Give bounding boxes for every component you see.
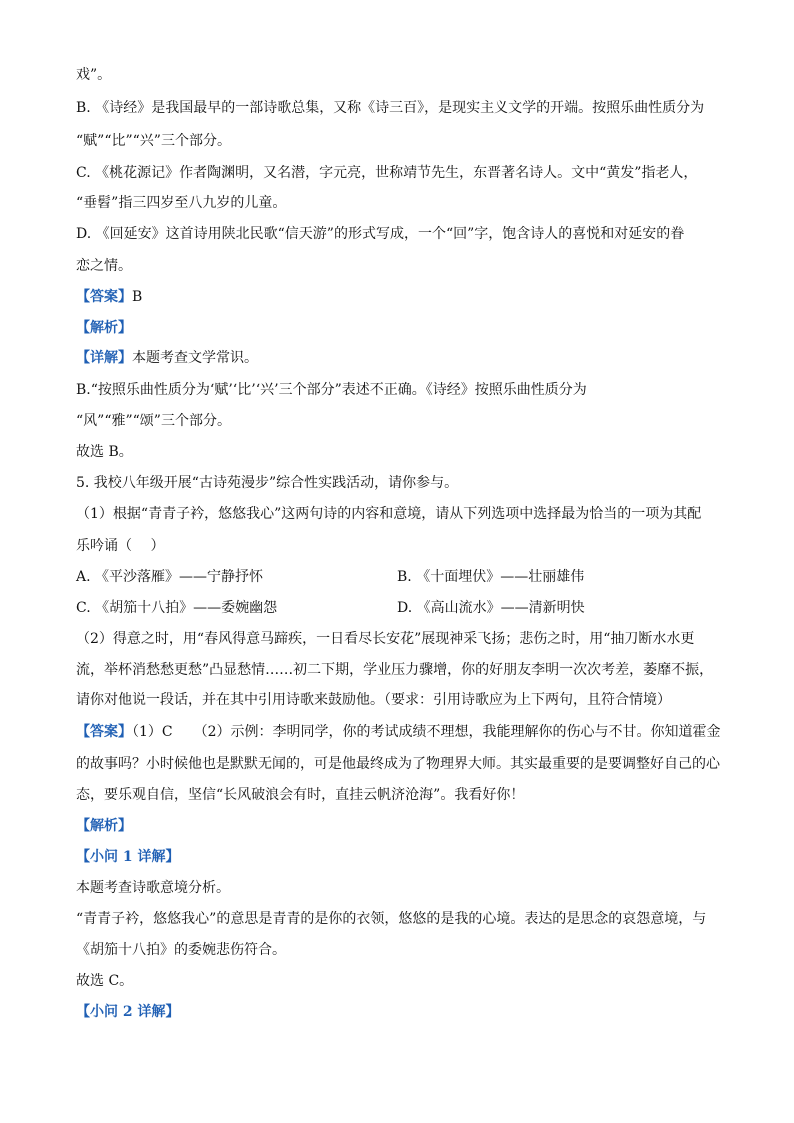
text-line: B. 《诗经》是我国最早的一部诗歌总集，又称《诗三百》，是现实主义文学的开端。按照乐曲性质分为 xyxy=(76,100,705,116)
subquestion-2-tag: 【小问 2 详解】 xyxy=(76,1004,180,1020)
detail-text: 本题考查文学常识。 xyxy=(132,350,258,366)
text-line: 故选 B。 xyxy=(76,444,133,460)
text-line: D. 《回延安》这首诗用陕北民歌“信天游”的形式写成，一个“回”字，饱含诗人的喜悦和对延安的眷 xyxy=(76,226,685,242)
subquestion-1-line xyxy=(76,847,180,867)
option-d: D. 《高山流水》——清新明快 xyxy=(397,600,585,616)
answer-line xyxy=(76,287,142,307)
text-line: 的故事吗？小时候他也是默默无闻的，可是他最终成为了物理界大师。其实最重要的是要调整好自己的心 xyxy=(76,756,720,772)
option-c: C. 《胡笳十八拍》——委婉幽怨 xyxy=(76,600,278,616)
text-line: 乐吟诵（ ） xyxy=(76,538,165,554)
text-line: “风”“雅”“颂”三个部分。 xyxy=(76,413,231,429)
analysis-line xyxy=(76,816,132,836)
analysis-tag: 【解析】 xyxy=(76,320,132,336)
text-line: 故选 C。 xyxy=(76,973,134,989)
text-line: “垂髫”指三四岁至八九岁的儿童。 xyxy=(76,195,287,211)
analysis-line xyxy=(76,318,132,338)
answer-text: （1）C （2）示例：李明同学，你的考试成绩不理想，我能理解你的伤心与不甘。你知道霍金 xyxy=(132,724,721,740)
detail-line xyxy=(76,348,258,368)
subquestion-1-tag: 【小问 1 详解】 xyxy=(76,849,180,865)
question-title: 5. 我校八年级开展“古诗苑漫步”综合性实践活动，请你参与。 xyxy=(76,475,459,491)
text-line: 态，要乐观自信，坚信“长风破浪会有时，直挂云帆济沧海”。我看好你！ xyxy=(76,787,525,803)
text-line: “青青子衿，悠悠我心”的意思是青青的是你的衣领，悠悠的是我的心境。表达的是思念的哀怨意境，与 xyxy=(76,911,707,927)
text-line: 恋之情。 xyxy=(76,258,132,274)
text-line: （2）得意之时，用“春风得意马蹄疾，一日看尽长安花”展现神采飞扬；悲伤之时，用“抽刀断水水更 xyxy=(76,631,695,647)
analysis-tag: 【解析】 xyxy=(76,818,132,834)
text-line: “赋”“比”“兴”三个部分。 xyxy=(76,133,231,149)
text-line: 流，举杯消愁愁更愁”凸显愁情……初二下期，学业压力骤增，你的好朋友李明一次次考差，萎靡不振， xyxy=(76,662,714,678)
text-line: （1）根据“青青子衿，悠悠我心”这两句诗的内容和意境，请从下列选项中选择最为恰当的一项为其配 xyxy=(76,506,702,522)
option-b: B. 《十面埋伏》——壮丽雄伟 xyxy=(397,569,585,585)
text-line: 《胡笳十八拍》的委婉悲伤符合。 xyxy=(76,942,286,958)
text-line: 本题考查诗歌意境分析。 xyxy=(76,880,230,896)
text-line: 请你对他说一段话，并在其中引用诗歌来鼓励他。（要求：引用诗歌应为上下两句，且符合情境） xyxy=(76,692,671,708)
text-line: 戏”。 xyxy=(76,67,112,83)
answer-tag: 【答案】 xyxy=(76,724,132,740)
answer-text: B xyxy=(132,289,143,305)
text-line: C. 《桃花源记》作者陶渊明，又名潜，字元亮，世称靖节先生，东晋著名诗人。文中“黄发”指老人， xyxy=(76,165,698,181)
option-a: A. 《平沙落雁》——宁静抒怀 xyxy=(76,569,264,585)
answer-line xyxy=(76,722,721,742)
answer-tag: 【答案】 xyxy=(76,289,132,305)
subquestion-2-line xyxy=(76,1002,180,1022)
detail-tag: 【详解】 xyxy=(76,350,132,366)
text-line: B.“按照乐曲性质分为‘赋’‘比’‘兴’三个部分”表述不正确。《诗经》按照乐曲性质分为 xyxy=(76,382,587,398)
